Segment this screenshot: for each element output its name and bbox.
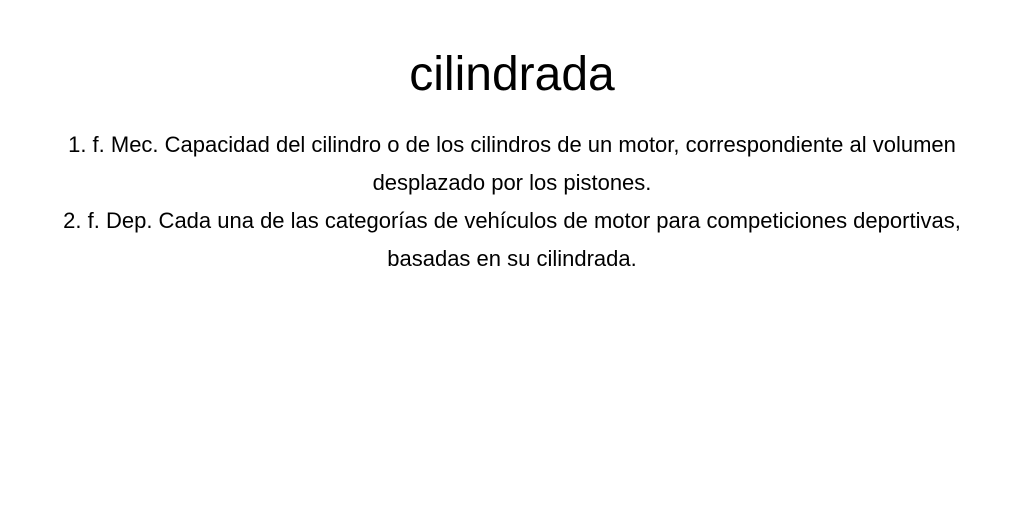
headword: cilindrada	[409, 48, 615, 101]
definition-1: 1. f. Mec. Capacidad del cilindro o de los cilindros de un motor, correspondiente al volumen desplazado por los pistones.	[68, 132, 956, 195]
definition-2: 2. f. Dep. Cada una de las categorías de vehículos de motor para competiciones deportivas, basadas en su cilindrada.	[63, 208, 961, 271]
definition-list	[40, 126, 984, 278]
